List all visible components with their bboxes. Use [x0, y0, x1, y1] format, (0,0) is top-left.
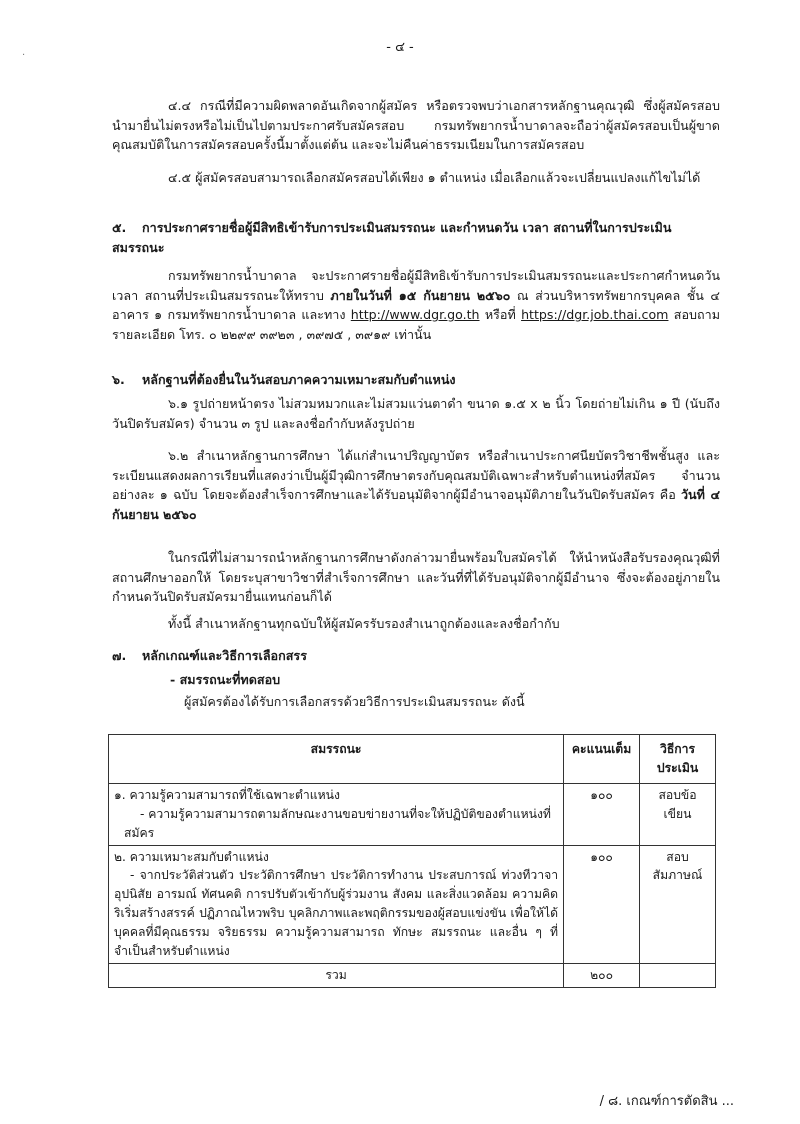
total-score: ๒๐๐: [564, 963, 640, 987]
dgr-job-link[interactable]: https://dgr.job.thai.com: [521, 307, 669, 323]
section-5-text-b: ณ ส่วนบริหารทรัพยากรบุคคล ชั้น ๔ อาคาร ๑ กรมทรัพยากรน้ำบาดาล และทาง: [112, 287, 720, 323]
announce-deadline: ภายในวันที่ ๑๕ กันยายน ๒๕๖๐: [330, 287, 511, 303]
section-7-number: ๗.: [112, 648, 127, 663]
item-4-5: ๔.๕ ผู้สมัครสอบสามารถเลือกสมัครสอบได้เพียง ๑ ตำแหน่ง เมื่อเลือกแล้วจะเปลี่ยนแปลงแก้ไขไม่ได้: [168, 170, 701, 185]
competency-detail: - จากประวัติส่วนตัว ประวัติการศึกษา ประวัติการทำงาน ประสบการณ์ ท่วงทีวาจา อุปนิสัย อารมณ์ ทัศนคติ การปรับตัวเข้ากับผู้ร่วมงาน สังคม และสิ่งแวดล้อม ความคิดริเริ่มสร้างสรรค์ ปฏิภาณไหวพริบ บุคลิกภาพและพฤติกรรมของผู้สอบแข่งขัน เพื่อให้ได้บุคคลที่มีคุณธรรม จริยธรรม ความรู้ความสามารถ ทักษะ สมรรถนะ และอื่น ๆ ที่จำเป็นสำหรับตำแหน่ง: [114, 868, 559, 959]
section-6-title: หลักฐานที่ต้องยื่นในวันสอบภาคความเหมาะสมกับตำแหน่ง: [142, 372, 456, 387]
section-7-title: หลักเกณฑ์และวิธีการเลือกสรร: [142, 648, 307, 663]
competency-cell: [109, 845, 564, 963]
score-cell: ๑๐๐: [564, 783, 640, 845]
section-6-heading: [112, 370, 720, 390]
total-label: รวม: [109, 963, 564, 987]
competency-table: [108, 734, 716, 988]
item-6-2-text: ๖.๒ สำเนาหลักฐานการศึกษา ได้แก่สำเนาปริญญาบัตร หรือสำเนาประกาศนียบัตรวิชาชีพชั้นสูง และระเบียนแสดงผลการเรียนที่แสดงว่าเป็นผู้มีวุฒิการศึกษาตรงกับคุณสมบัติเฉพาะสำหรับตำแหน่งที่สมัคร จำนวนอย่างละ ๑ ฉบับ โดยจะต้องสำเร็จการศึกษาและได้รับอนุมัติจากผู้มีอำนาจอนุมัติภายในวันปิดรับสมัคร คือ: [112, 448, 720, 503]
section-7-subtitle: - สมรรถนะที่ทดสอบ: [170, 672, 281, 687]
section-5-title: การประกาศรายชื่อผู้มีสิทธิเข้ารับการประเมินสมรรถนะ และกำหนดวัน เวลา สถานที่ในการประเมินสมรรถนะ: [112, 220, 672, 255]
col-method: วิธีการประเมิน: [640, 735, 716, 784]
section-5-paragraph: [112, 266, 720, 344]
section-6-number: ๖.: [112, 372, 125, 387]
section-5-heading: [112, 218, 720, 257]
table-header-row: [109, 735, 716, 784]
closing-date: วันที่ ๔ กันยายน ๒๕๖๐: [112, 487, 720, 522]
item-4-4: ๔.๔ กรณีที่มีความผิดพลาดอันเกิดจากผู้สมัคร หรือตรวจพบว่าเอกสารหลักฐานคุณวุฒิ ซึ่งผู้สมัครสอบนำมายื่นไม่ตรงหรือไม่เป็นไปตามประกาศรับสมัครสอบ กรมทรัพยากรน้ำบาดาลจะถือว่าผู้สมัครสอบเป็นผู้ขาดคุณสมบัติในการสมัครสอบครั้งนี้มาตั้งแต่ต้น และจะไม่คืนค่าธรรมเนียมในการสมัครสอบ: [112, 98, 720, 153]
method-cell: สอบข้อเขียน: [640, 783, 716, 845]
item-6-1: ๖.๑ รูปถ่ายหน้าตรง ไม่สวมหมวกและไม่สวมแว่นตาดำ ขนาด ๑.๕ x ๒ นิ้ว โดยถ่ายไม่เกิน ๑ ปี (นับถึงวันปิดรับสมัคร) จำนวน ๓ รูป และลงชื่อกำกับหลังรูปถ่าย: [112, 396, 720, 431]
section-5-text-c: หรือที่: [484, 307, 516, 323]
competency-detail: - ความรู้ความสามารถตามลักษณะงานขอบข่ายงานที่จะให้ปฏิบัติของตำแหน่งที่สมัคร: [124, 806, 551, 840]
competency-cell: [109, 783, 564, 845]
table-row: [109, 845, 716, 963]
competency-title: ๒. ความเหมาะสมกับตำแหน่ง: [114, 849, 269, 864]
scan-mark: ·: [22, 50, 26, 61]
section-5-text-a: กรมทรัพยากรน้ำบาดาล จะประกาศรายชื่อผู้มีสิทธิเข้ารับการประเมินสมรรถนะและประกาศกำหนดวัน เวลา สถานที่ประเมินสมรรถนะให้ทราบ: [112, 268, 720, 303]
section-7-intro: ผู้สมัครต้องได้รับการเลือกสรรด้วยวิธีการประเมินสมรรถนะ ดังนี้: [184, 694, 525, 709]
method-cell: สอบสัมภาษณ์: [640, 845, 716, 963]
table-row: [109, 783, 716, 845]
col-competency: สมรรถนะ: [109, 735, 564, 784]
page-number: - ๔ -: [386, 40, 414, 55]
section-5-contact: สอบถามรายละเอียด โทร. ๐ ๒๒๙๙ ๓๙๒๓ , ๓๙๗๕ , ๓๙๑๙ เท่านั้น: [112, 307, 721, 342]
item-6-2: [112, 446, 720, 524]
col-full-score: คะแนนเต็ม: [564, 735, 640, 784]
score-cell: ๑๐๐: [564, 845, 640, 963]
section-6-note-b: ทั้งนี้ สำเนาหลักฐานทุกฉบับให้ผู้สมัครรับรองสำเนาถูกต้องและลงชื่อกำกับ: [168, 616, 560, 631]
table-total-row: [109, 963, 716, 987]
dgr-website-link[interactable]: http://www.dgr.go.th: [350, 307, 480, 323]
section-7-heading: [112, 646, 720, 666]
section-6-note-a: ในกรณีที่ไม่สามารถนำหลักฐานการศึกษาดังกล่าวมายื่นพร้อมใบสมัครได้ ให้นำหนังสือรับรองคุณวุฒิที่สถานศึกษาออกให้ โดยระบุสาขาวิชาที่สำเร็จการศึกษา และวันที่ที่ได้รับอนุมัติจากผู้มีอำนาจ ซึ่งจะต้องอยู่ภายในกำหนดวันปิดรับสมัครมายื่นแทนก่อนก็ได้: [112, 550, 720, 605]
total-empty-cell: [640, 963, 716, 987]
section-5-number: ๕.: [112, 220, 127, 235]
next-page-reference: / ๘. เกณฑ์การตัดสิน ...: [599, 1094, 734, 1109]
competency-title: ๑. ความรู้ความสามารถที่ใช้เฉพาะตำแหน่ง: [114, 787, 340, 802]
